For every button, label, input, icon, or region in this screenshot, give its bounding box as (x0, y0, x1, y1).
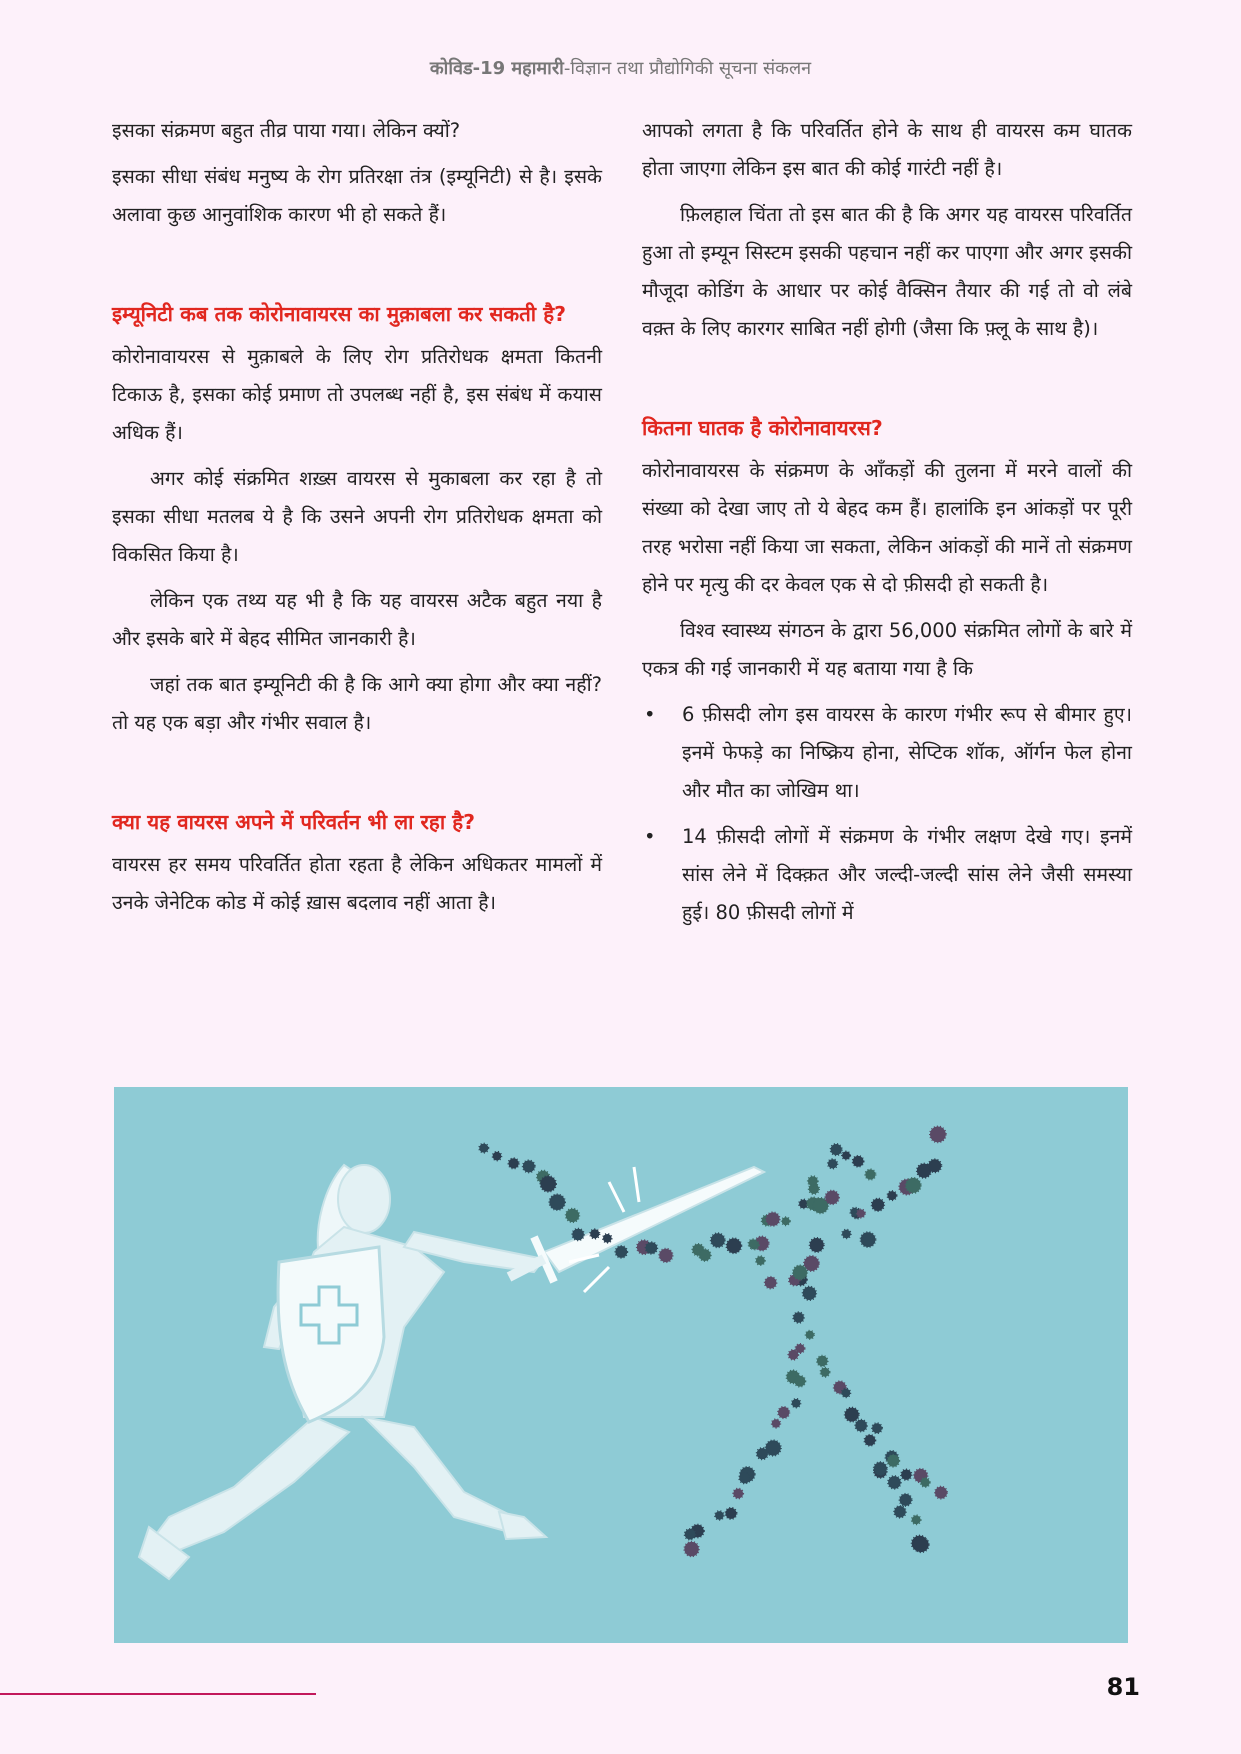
section-heading: क्या यह वायरस अपने में परिवर्तन भी ला रहा है? (112, 810, 476, 834)
virus-particle (493, 1152, 502, 1161)
virus-particle (865, 1169, 875, 1179)
header-title-bold: कोविड-19 महामारी (429, 58, 564, 79)
virus-particle (772, 1419, 780, 1427)
bullet-icon: • (644, 825, 656, 848)
virus-particle (711, 1233, 725, 1247)
bullet-list (642, 696, 1132, 932)
virus-particle (825, 1191, 839, 1205)
virus-particle (888, 1191, 897, 1200)
virus-particle (766, 1212, 779, 1225)
virus-particle (765, 1277, 777, 1289)
virus-particle (793, 1265, 807, 1279)
virus-particle (590, 1229, 599, 1238)
list-item-text: 6 फ़ीसदी लोग इस वायरस के कारण गंभीर रूप से बीमार हुए। इनमें फेफड़े का निष्क्रिय होना, सेप्टिक शॉक, ऑर्गन फेल होना और मौत का जोखिम था। (682, 703, 1132, 802)
paragraph: आपको लगता है कि परिवर्तित होने के साथ ही वायरस कम घातक होता जाएगा लेकिन इस बात की कोई गारंटी नहीं है। (642, 119, 1132, 180)
virus-particle (684, 1542, 698, 1556)
list-item (642, 818, 1132, 932)
virus-particle (572, 1229, 584, 1241)
virus-particle (888, 1476, 901, 1489)
virus-particle (842, 1152, 850, 1160)
paragraph: वायरस हर समय परिवर्तित होता रहता है लेकिन अधिकतर मामलों में उनके जेनेटिक कोड में कोई ख़ास बदलाव नहीं आता है। (112, 853, 602, 914)
virus-particle (906, 1178, 921, 1193)
virus-particle (921, 1478, 930, 1487)
virus-particle (778, 1407, 789, 1418)
illustration-svg (114, 1087, 1128, 1643)
list-item (642, 696, 1132, 810)
virus-particle (817, 1356, 828, 1367)
virus-particle (727, 1238, 742, 1253)
paragraph: इसका सीधा संबंध मनुष्य के रोग प्रतिरक्षा तंत्र (इम्यूनिटी) से है। इसके अलावा कुछ आनुवांशिक कारण भी हो सकते हैं। (112, 165, 602, 226)
virus-particle (792, 1399, 801, 1408)
virus-particle (928, 1159, 941, 1172)
virus-particle (793, 1312, 804, 1323)
virus-particle (523, 1160, 535, 1172)
virus-particle (549, 1194, 565, 1210)
virus-particle (845, 1408, 859, 1422)
footer-rule (0, 1693, 316, 1695)
virus-particle (828, 1159, 837, 1168)
virus-particle (808, 1176, 818, 1186)
virus-particle (900, 1494, 912, 1506)
virus-particle (749, 1239, 758, 1248)
virus-particle (726, 1508, 737, 1519)
paragraph: इसका संक्रमण बहुत तीव्र पाया गया। लेकिन क्यों? (112, 119, 461, 142)
virus-particle (872, 1199, 884, 1211)
virus-particle (795, 1376, 806, 1387)
virus-particle (894, 1506, 906, 1518)
virus-particle (715, 1511, 724, 1520)
virus-particle (914, 1537, 929, 1552)
virus-particle (810, 1238, 824, 1252)
virus-particle (796, 1344, 805, 1353)
virus-particle (659, 1249, 672, 1262)
virus-particle (757, 1448, 768, 1459)
paragraph: जहां तक बात इम्यूनिटी की है कि आगे क्या होगा और क्या नहीं? तो यह एक बड़ा और गंभीर सवाल है। (112, 673, 602, 734)
virus-particle (842, 1389, 851, 1398)
virus-particle (935, 1487, 947, 1499)
section-heading: कितना घातक है कोरोनावायरस? (642, 416, 883, 440)
virus-particle (806, 1331, 814, 1339)
list-item-text: 14 फ़ीसदी लोगों में संक्रमण के गंभीर लक्षण देखे गए। इनमें सांस लेने में दिक्क़त और जल्दी-जल्दी सांस लेने जैसी समस्या हुई। 80 फ़ीसदी लोगों में (682, 825, 1132, 924)
header-title-rest: -विज्ञान तथा प्रौद्योगिकी सूचना संकलन (563, 58, 812, 79)
paragraph: विश्व स्वास्थ्य संगठन के द्वारा 56,000 संक्रमित लोगों के बारे में एकत्र की गई जानकारी में यह बताया गया है कि (642, 619, 1132, 680)
virus-particle (603, 1234, 612, 1243)
paragraph: कोरोनावायरस के संक्रमण के आँकड़ों की तुलना में मरने वालों की संख्या को देखा जाए तो ये बेहद कम हैं। हालांकि इन आंकड़ों पर पूरी तरह भरोसा नहीं किया जा सकता, लेकिन आंकड़ों की मानें तो संक्रमण होने पर मृत्यु की दर केवल एक से दो फ़ीसदी हो सकती है। (642, 459, 1132, 596)
virus-particle (509, 1158, 519, 1168)
left-column (112, 112, 602, 930)
virus-particle (901, 1470, 911, 1480)
virus-particle (540, 1176, 556, 1192)
virus-particle (887, 1455, 899, 1467)
virus-particle (803, 1287, 816, 1300)
virus-particle (739, 1473, 750, 1484)
virus-particle (912, 1515, 921, 1524)
virus-particle (646, 1242, 658, 1254)
page-number: 81 (1106, 1673, 1140, 1701)
virus-particle (842, 1230, 851, 1239)
virus-particle (855, 1420, 867, 1432)
paragraph: फ़िलहाल चिंता तो इस बात की है कि अगर यह वायरस परिवर्तित हुआ तो इम्यून सिस्टम इसकी पहचान नहीं कर पाएगा और अगर इसकी मौजूदा कोडिंग के आधार पर कोई वैक्सिन तैयार की गई तो वो लंबे वक़्त के लिए कारगर साबित नहीं होगी (जैसा कि फ़्लू के साथ है)। (642, 203, 1132, 340)
bullet-icon: • (644, 703, 656, 726)
virus-particle (566, 1209, 579, 1222)
right-column (642, 112, 1132, 940)
running-header (0, 56, 1241, 80)
virus-particle (865, 1435, 876, 1446)
virus-particle (804, 1256, 819, 1271)
virus-particle (479, 1144, 488, 1153)
virus-particle (615, 1246, 627, 1258)
virus-particle (872, 1423, 882, 1433)
virus-particle (874, 1462, 887, 1475)
paragraph: लेकिन एक तथ्य यह भी है कि यह वायरस अटैक बहुत नया है और इसके बारे में बेहद सीमित जानकारी है। (112, 589, 602, 650)
virus-particle (930, 1127, 946, 1143)
illustration (114, 1087, 1128, 1643)
virus-particle (733, 1489, 743, 1499)
virus-particle (857, 1209, 865, 1217)
virus-particle (699, 1249, 711, 1261)
virus-particle (782, 1217, 790, 1225)
virus-particle (756, 1256, 765, 1265)
paragraph: अगर कोई संक्रमित शख़्स वायरस से मुकाबला कर रहा है तो इसका सीधा मतलब ये है कि उसने अपनी रोग प्रतिरोधक क्षमता को विकसित किया है। (112, 467, 602, 566)
section-heading: इम्यूनिटी कब तक कोरोनावायरस का मुक़ाबला कर सकती है? (112, 302, 566, 326)
virus-particle (853, 1156, 864, 1167)
virus-particle (831, 1144, 842, 1155)
paragraph: कोरोनावायरस से मुक़ाबले के लिए रोग प्रतिरोधक क्षमता कितनी टिकाऊ है, इसका कोई प्रमाण तो उपलब्ध नहीं है, इस संबंध में कयास अधिक हैं। (112, 345, 602, 444)
virus-particle (685, 1529, 696, 1540)
virus-particle (821, 1368, 830, 1377)
virus-particle (861, 1232, 876, 1247)
